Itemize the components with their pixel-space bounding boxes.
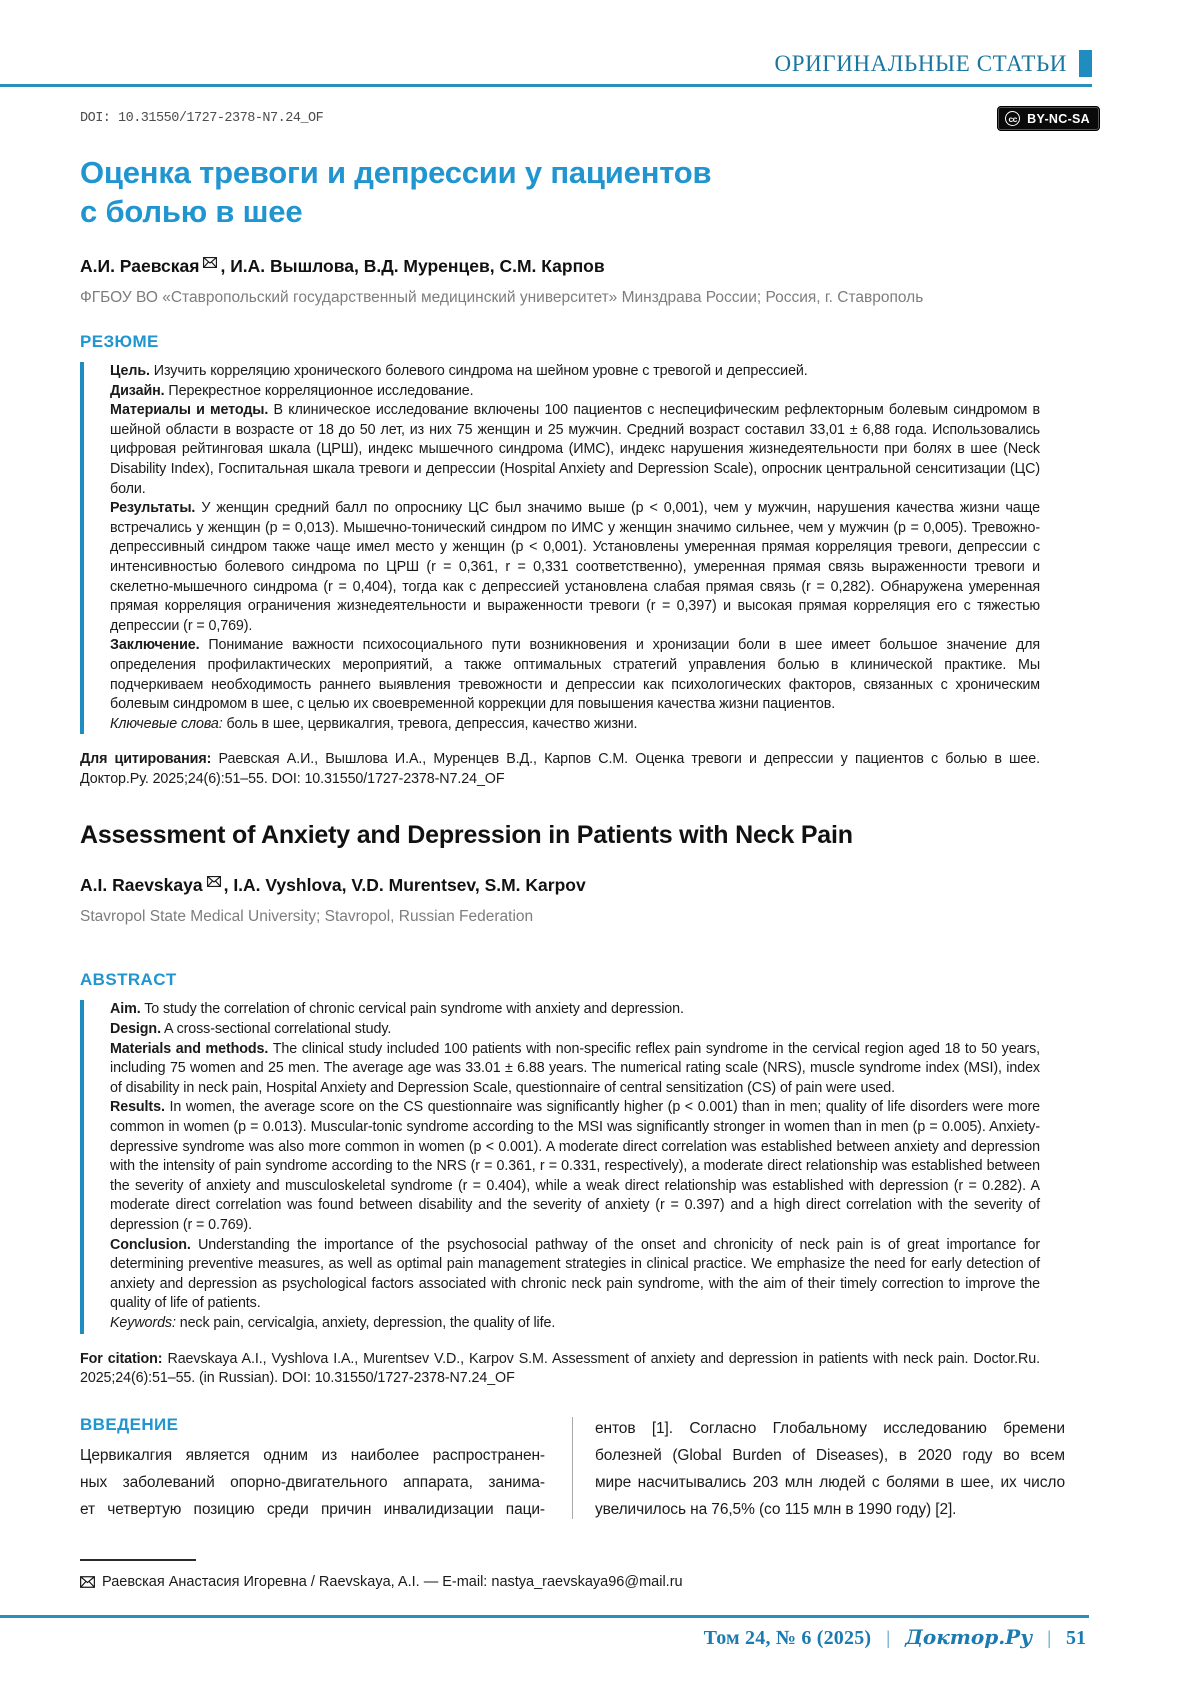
abstract-paragraph-aim	[110, 1000, 1040, 1020]
column-divider	[572, 1417, 573, 1519]
affiliation-ru: ФГБОУ ВО «Ставропольский государственный медицинский университет» Минздрава России; Россия, г. Ставрополь	[80, 289, 924, 306]
intro-right-line: мире насчитывались 203 млн людей с болями в шее, их число	[595, 1473, 1065, 1491]
corresponding-author-footnote	[80, 1574, 1100, 1590]
footer	[0, 1625, 1086, 1650]
paragraph-text: In women, the average score on the CS questionnaire was significantly higher (p < 0.001) than in men; quality of life disorders were more common in women (p = 0.013). Muscular-tonic syndrome according to the MSI was significantly stronger in women than in men (p = 0.005). Anxiety-depressive syndrome was also more common in women (p < 0.001). A moderate direct correlation was established between anxiety and depression with the intensity of pain syndrome according to the NRS (r = 0.361, r = 0.331, respectively), a moderate direct relationship was established between the severity of anxiety and musculoskeletal syndrome (r = 0.404), while a weak direct relationship was established with depression (r = 0.282). A moderate direct correlation was found between disability and the severity of anxiety (r = 0.397) and a high direct correlation with the severity of depression (r = 0.769).	[110, 1099, 1040, 1233]
cc-icon: cc	[1005, 111, 1020, 126]
footnote-author: Раевская Анастасия Игоревна / Raevskaya, A.I. — E-mail:	[102, 1573, 492, 1590]
abstract-block	[80, 1000, 1040, 1333]
cc-license-badge	[997, 106, 1100, 131]
article-title-ru-line2: с болью в шее	[80, 194, 303, 229]
authors-ru-rest: , И.А. Вышлова, В.Д. Муренцев, С.М. Карпов	[220, 256, 605, 276]
paragraph-label: Aim.	[110, 1001, 141, 1018]
paragraph-label: Дизайн.	[110, 382, 165, 399]
paragraph-text: To study the correlation of chronic cervical pain syndrome with anxiety and depression.	[144, 1001, 684, 1018]
footnote-text	[102, 1574, 683, 1590]
footer-separator: |	[1047, 1628, 1051, 1649]
intro-heading: ВВЕДЕНИЕ	[80, 1414, 179, 1434]
footnote-rule	[80, 1559, 196, 1561]
abstract-heading: ABSTRACT	[80, 970, 177, 990]
footer-rule	[0, 1615, 1089, 1618]
citation-ru	[80, 750, 1040, 789]
paragraph-text: В клиническое исследование включены 100 пациентов с неспецифическим рефлекторным болевым синдромом в шейной области в возрасте от 18 до 50 лет, из них 75 женщин и 25 мужчин. Средний возраст составил 33,01 ± 6,88 года. Использовались цифровая рейтинговая шкала (ЦРШ), индекс мышечного синдрома (ИМС), индекс нарушения жизнедеятельности при болях в шее (Neck Disability Index), Госпитальная шкала тревоги и депрессии (Hospital Anxiety and Depression Scale), опросник центральной сенситизации (ЦС) боли.	[110, 402, 1041, 497]
paragraph-label: Design.	[110, 1021, 161, 1038]
paragraph-text: Understanding the importance of the psychosocial pathway of the onset and chronicity of neck pain is of great importance for determining preventive measures, as well as optimal pain management strategies in clinical practice. We emphasize the need for early detection of anxiety and depression as psychological factors associated with chronic neck pain syndrome, with the aim of their timely correction to improve the quality of life of patients.	[110, 1236, 1041, 1312]
introduction-section	[80, 1415, 1065, 1523]
intro-right-line: увеличилось на 76,5% (со 115 млн в 1990 году) [2].	[595, 1500, 957, 1518]
resume-paragraph-design	[110, 382, 1040, 402]
footer-journal-logo: Доктор.Ру	[905, 1625, 1033, 1649]
header-accent-bar	[1079, 50, 1092, 77]
intro-left-line: Цервикалгия является одним из наиболее распространен-	[80, 1446, 545, 1464]
abstract-paragraph-keywords	[110, 1314, 1040, 1334]
intro-left-line: ных заболеваний опорно-двигательного аппарата, занима-	[80, 1473, 545, 1491]
citation-ru-label: Для цитирования:	[80, 751, 212, 768]
envelope-icon	[80, 1576, 95, 1588]
authors-en	[80, 875, 1100, 896]
footer-separator: |	[886, 1628, 891, 1649]
email-link[interactable]: nastya_raevskaya96@mail.ru	[491, 1573, 683, 1590]
paragraph-text: The clinical study included 100 patients with non-specific reflex pain syndrome in the cervical region aged 18 to 50 years, including 75 women and 25 men. The average age was 33.01 ± 6.88 years. The numerical rating scale (NRS), muscle syndrome index (MSI), index of disability in neck pain, Hospital Anxiety and Depression Scale, questionnaire of central sensitization (CS) of pain were used.	[110, 1040, 1040, 1096]
paragraph-label: Materials and methods.	[110, 1040, 269, 1057]
article-title-en: Assessment of Anxiety and Depression in Patients with Neck Pain	[80, 821, 853, 850]
affiliation-en: Stavropol State Medical University; Stavropol, Russian Federation	[80, 908, 534, 926]
paragraph-label: Conclusion.	[110, 1236, 191, 1253]
doi-row	[80, 106, 1100, 131]
footer-page-number: 51	[1066, 1627, 1086, 1649]
doi-text: DOI: 10.31550/1727-2378-N7.24_OF	[80, 111, 324, 126]
paragraph-text: У женщин средний балл по опроснику ЦС был значимо выше (p < 0,001), чем у мужчин, нарушения качества жизни чаще встречались у женщин (p = 0,013). Мышечно-тонический синдром по ИМС у женщин значимо сильнее, чем у мужчин (p = 0,005). Тревожно-депрессивный синдром также чаще имел место у женщин (p < 0,001). Установлены умеренная прямая корреляция тревоги, депрессии с интенсивностью болевого синдрома по ЦРШ (r = 0,361, r = 0,331 соответственно), умеренная прямая связь выраженности тревоги и скелетно-мышечного синдрома (r = 0,404), тогда как с депрессией установлена слабая прямая связь (r = 0,282). Обнаружена умеренная прямая корреляция ограничения жизнедеятельности и выраженности тревоги (r = 0,397) и высокая прямая корреляция его с тяжестью депрессии (r = 0,769).	[110, 500, 1040, 634]
paragraph-label: Цель.	[110, 363, 150, 379]
masthead	[0, 0, 1092, 77]
paragraph-text: A cross-sectional correlational study.	[164, 1021, 392, 1038]
author-corresponding-ru: А.И. Раевская	[80, 256, 200, 276]
paragraph-label: Results.	[110, 1099, 165, 1116]
resume-paragraph-conclusion	[110, 636, 1040, 714]
paragraph-text: Изучить корреляцию хронического болевого синдрома на шейном уровне с тревогой и депрессией.	[153, 363, 808, 379]
article-title-ru	[80, 153, 1080, 231]
keywords-label: Keywords:	[110, 1314, 176, 1331]
keywords-label: Ключевые слова:	[110, 715, 223, 732]
envelope-icon	[207, 876, 221, 887]
keywords-text: neck pain, cervicalgia, anxiety, depression, the quality of life.	[179, 1314, 556, 1331]
abstract-paragraph-methods	[110, 1040, 1040, 1099]
citation-ru-text: Раевская А.И., Вышлова И.А., Муренцев В.Д., Карпов С.М. Оценка тревоги и депрессии у пациентов с болью в шее. Доктор.Ру. 2025;24(6):51–55. DOI: 10.31550/1727-2378-N7.24_OF	[80, 751, 1040, 787]
intro-right-line: ентов [1]. Согласно Глобальному исследованию бремени	[595, 1419, 1065, 1437]
abstract-paragraph-conclusion	[110, 1236, 1040, 1314]
paragraph-text: Перекрестное корреляционное исследование.	[168, 382, 474, 399]
paragraph-label: Материалы и методы.	[110, 402, 269, 419]
citation-en-label: For citation:	[80, 1350, 163, 1367]
section-label: ОРИГИНАЛЬНЫЕ СТАТЬИ	[774, 50, 1067, 76]
resume-heading: РЕЗЮМЕ	[80, 332, 159, 351]
abstract-paragraph-results	[110, 1098, 1040, 1235]
cc-license-label: BY-NC-SA	[1027, 111, 1090, 126]
intro-right-line: болезней (Global Burden of Diseases), в 2020 году во всем	[595, 1446, 1065, 1464]
author-corresponding-en: A.I. Raevskaya	[80, 875, 203, 896]
paragraph-label: Заключение.	[110, 637, 200, 654]
resume-paragraph-aim	[110, 362, 1040, 382]
footer-volume-issue: Том 24, № 6 (2025)	[703, 1627, 872, 1649]
paragraph-label: Результаты.	[110, 500, 196, 517]
intro-left-column	[80, 1415, 545, 1523]
intro-right-column	[595, 1415, 1065, 1523]
authors-ru	[80, 256, 1100, 277]
resume-paragraph-results	[110, 499, 1040, 636]
citation-en	[80, 1350, 1040, 1389]
authors-en-rest: , I.A. Vyshlova, V.D. Murentsev, S.M. Karpov	[223, 875, 586, 896]
resume-paragraph-methods	[110, 401, 1040, 499]
resume-block	[80, 362, 1040, 734]
keywords-text: боль в шее, цервикалгия, тревога, депрессия, качество жизни.	[226, 715, 638, 732]
abstract-paragraph-design	[110, 1020, 1040, 1040]
intro-left-line: ет четвертую позицию среди причин инвалидизации паци-	[80, 1500, 545, 1518]
citation-en-text: Raevskaya A.I., Vyshlova I.A., Murentsev V.D., Karpov S.M. Assessment of anxiety and depression in patients with neck pain. Doctor.Ru. 2025;24(6):51–55. (in Russian). DOI: 10.31550/1727-2378-N7.24_OF	[80, 1350, 1040, 1387]
envelope-icon	[203, 257, 217, 268]
resume-paragraph-keywords	[110, 715, 1040, 735]
paragraph-text: Понимание важности психосоциального пути возникновения и хронизации боли в шее имеет большое значение для определения профилактических мероприятий, а также оптимальных стратегий управления болью в клинической практике. Мы подчеркиваем необходимость раннего выявления тревожности и депрессии как психологических факторов, связанных с хроническим болевым синдромом в шее, с целью их своевременной коррекции для повышения качества жизни пациентов.	[110, 637, 1040, 713]
article-title-ru-line1: Оценка тревоги и депрессии у пациентов	[80, 155, 712, 190]
header-rule	[0, 84, 1092, 87]
